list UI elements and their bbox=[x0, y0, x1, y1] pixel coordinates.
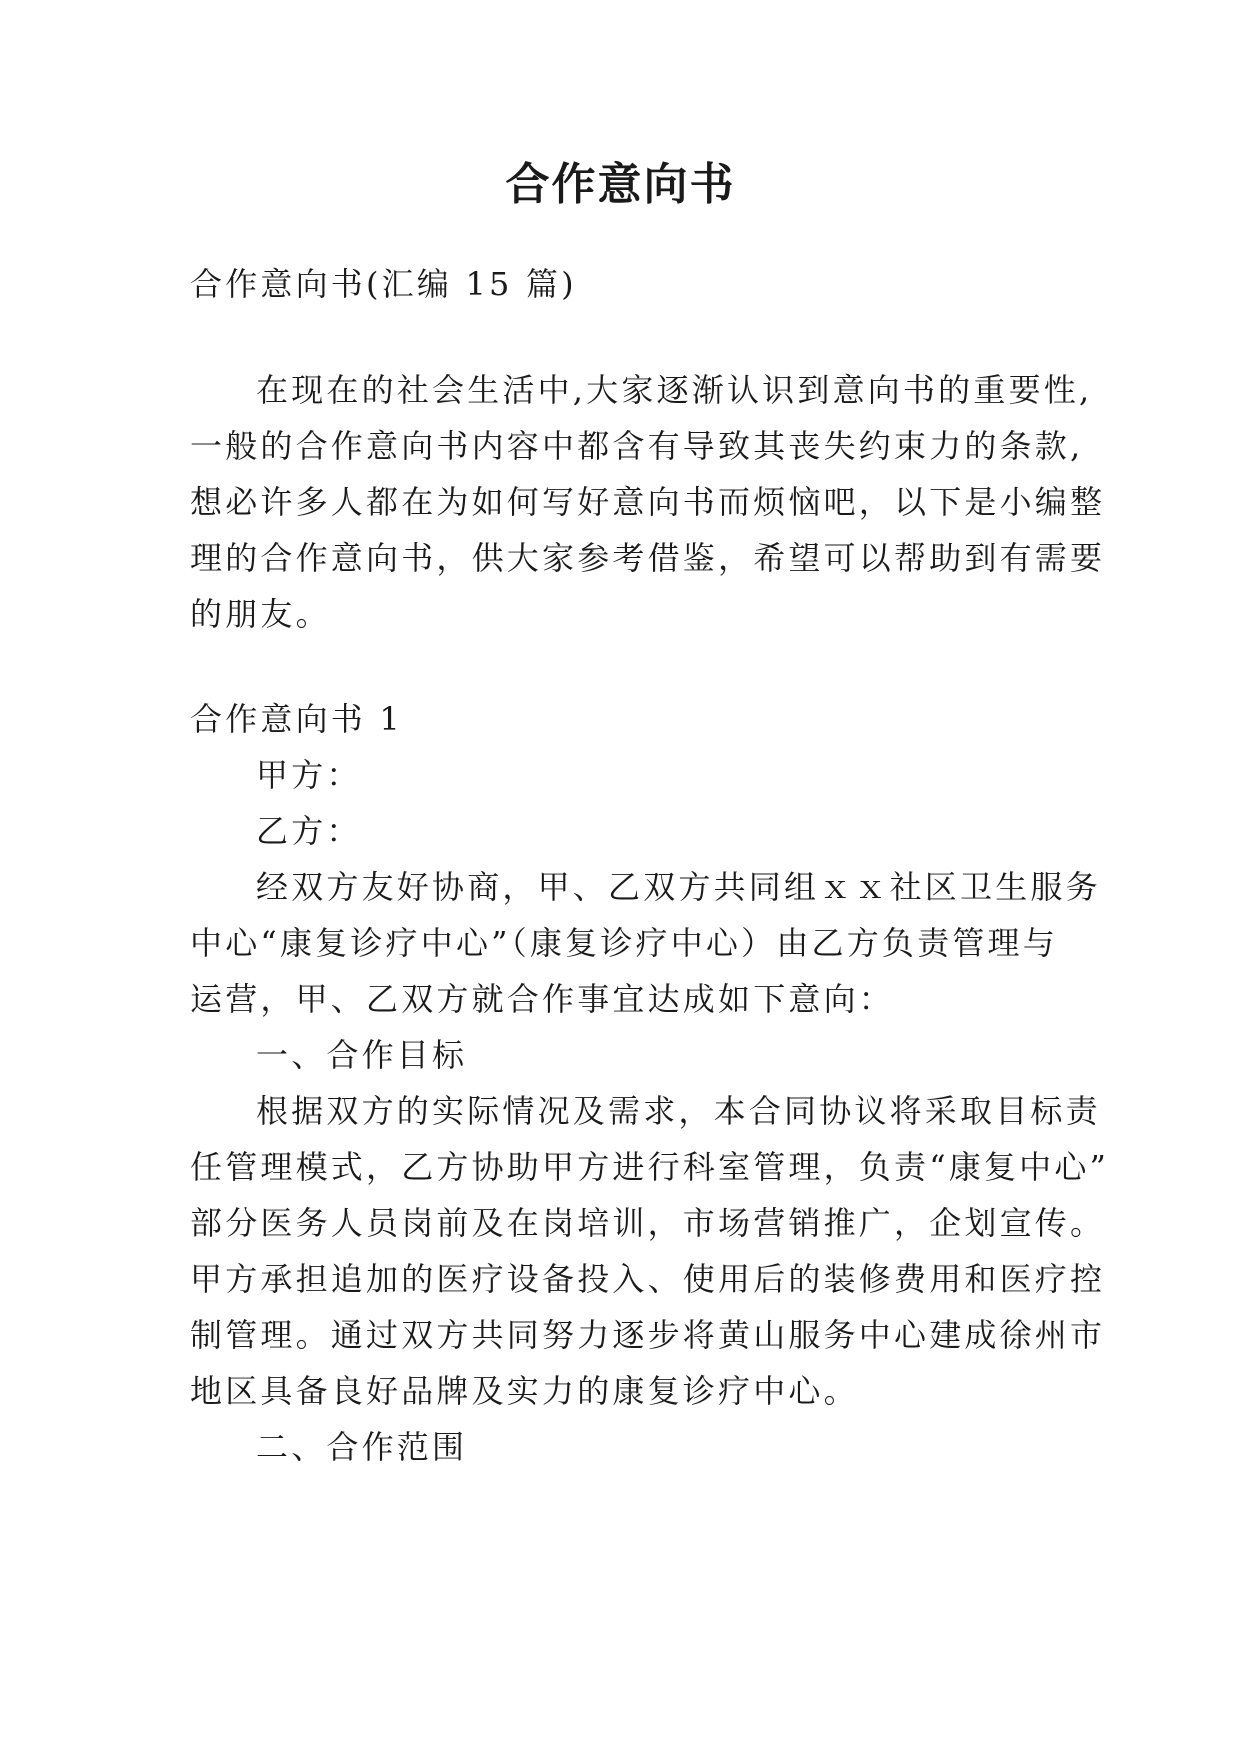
section-heading: 合作意向书 1 bbox=[190, 700, 403, 738]
intro-line: 一般的合作意向书内容中都含有导致其丧失约束力的条款, bbox=[190, 427, 1084, 465]
party-b-label: 乙方： bbox=[256, 812, 362, 850]
party-a-label: 甲方： bbox=[256, 756, 362, 794]
paragraph-line: 制管理。通过双方共同努力逐步将黄山服务中心建成徐州市 bbox=[190, 1316, 1106, 1354]
intro-line: 的朋友。 bbox=[190, 595, 331, 633]
clause-heading-goal: 一、合作目标 bbox=[256, 1036, 468, 1074]
clause-heading-scope: 二、合作范围 bbox=[256, 1428, 468, 1466]
paragraph-line: 地区具备良好品牌及实力的康复诊疗中心。 bbox=[190, 1372, 859, 1410]
paragraph-line: 中心“康复诊疗中心”（康复诊疗中心）由乙方负责管理与 bbox=[190, 924, 1058, 962]
paragraph-line: 部分医务人员岗前及在岗培训，市场营销推广，企划宣传。 bbox=[190, 1204, 1106, 1242]
document-title: 合作意向书 bbox=[505, 159, 736, 210]
intro-line: 理的合作意向书，供大家参考借鉴，希望可以帮助到有需要 bbox=[190, 539, 1106, 577]
paragraph-line: 运营，甲、乙双方就合作事宜达成如下意向： bbox=[190, 980, 895, 1018]
intro-line: 想必许多人都在为如何写好意向书而烦恼吧，以下是小编整 bbox=[190, 483, 1106, 521]
paragraph-line: 任管理模式，乙方协助甲方进行科室管理，负责“康复中心” bbox=[190, 1148, 1110, 1186]
intro-line: 在现在的社会生活中,大家逐渐认识到意向书的重要性, bbox=[256, 371, 1093, 409]
paragraph-line: 根据双方的实际情况及需求，本合同协议将采取目标责 bbox=[256, 1092, 1101, 1130]
document-subtitle: 合作意向书(汇编 15 篇) bbox=[190, 265, 577, 303]
paragraph-line: 经双方友好协商，甲、乙双方共同组ｘｘ社区卫生服务 bbox=[256, 868, 1101, 906]
paragraph-line: 甲方承担追加的医疗设备投入、使用后的装修费用和医疗控 bbox=[190, 1260, 1106, 1298]
